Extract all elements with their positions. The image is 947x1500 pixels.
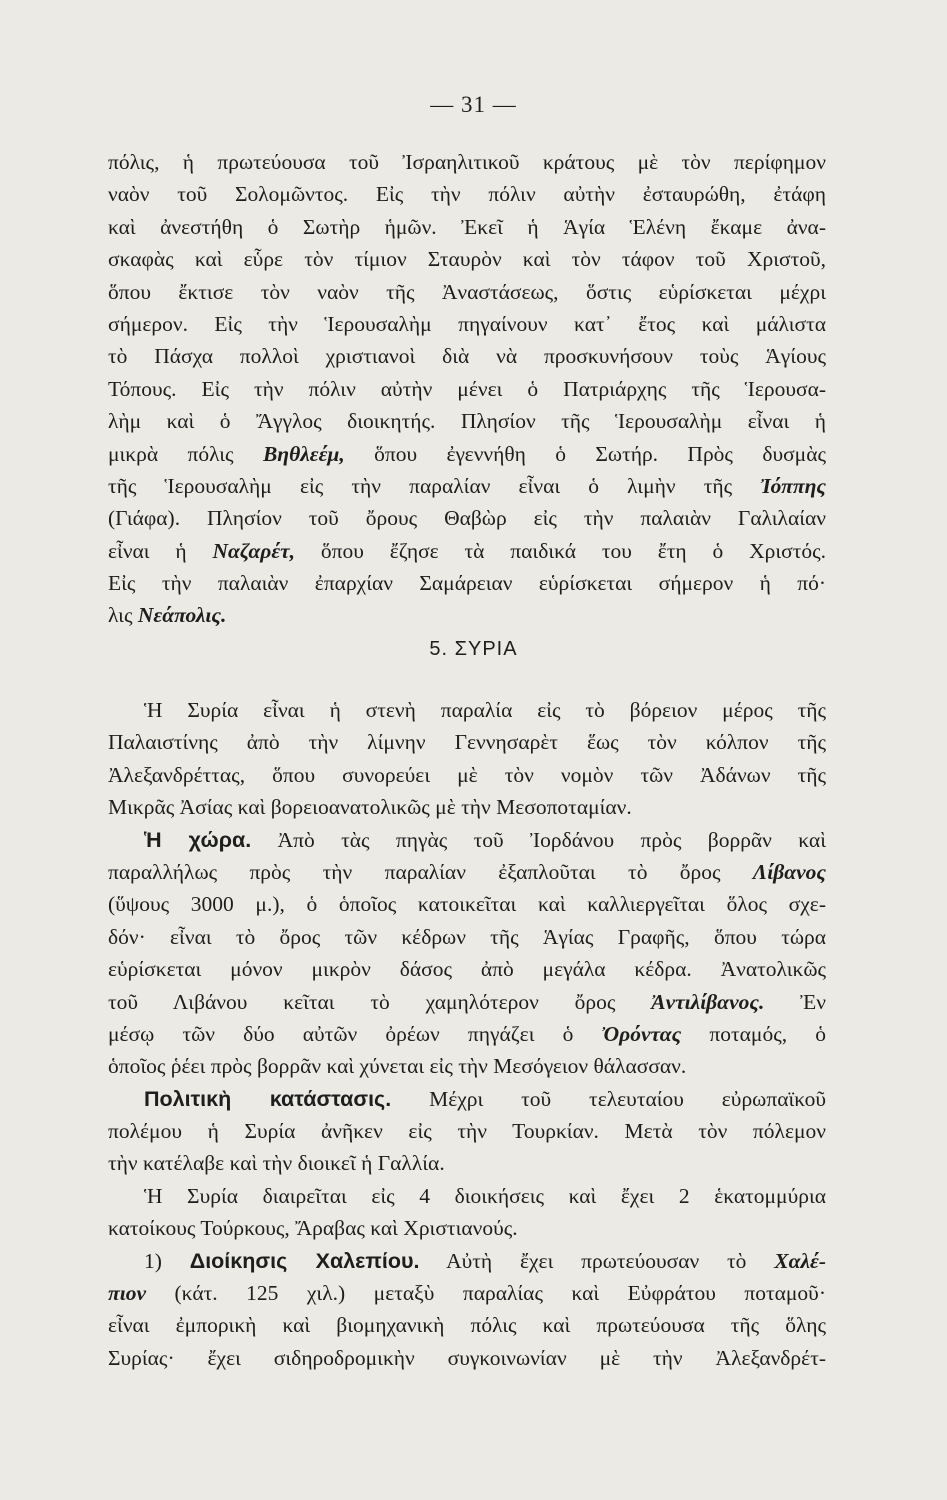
- place-name-aleppo-cont: πιον: [108, 1281, 147, 1306]
- text-line: Τόπους. Εἰς τὴν πόλιν αὐτὴν μένει ὁ Πατριάρχης τῆς Ἱερουσα-: [108, 376, 826, 401]
- text-line: Ἀλεξανδρέττας, ὅπου συνορεύει μὲ τὸν νομὸν τῶν Ἀδάνων τῆς: [108, 762, 826, 787]
- text-line: εἶναι ἐμπορικὴ καὶ βιομηχανικὴ πόλις καὶ πρωτεύουσα τῆς ὅλης: [108, 1313, 826, 1338]
- text-line: σκαφὰς καὶ εὗρε τὸν τίμιον Σταυρὸν καὶ τὸν τάφον τοῦ Χριστοῦ,: [108, 247, 826, 272]
- text-line: Συρίας· ἔχει σιδηροδρομικὴν συγκοινωνίαν μὲ τὴν Ἀλεξανδρέτ-: [108, 1345, 826, 1370]
- text-line: 1) Διοίκησις Χαλεπίου. Αὐτὴ ἔχει πρωτεύουσαν τὸ Χαλέ-: [144, 1248, 826, 1273]
- text-line: Ἡ χώρα. Ἀπὸ τὰς πηγὰς τοῦ Ἰορδάνου πρὸς βορρᾶν καὶ: [144, 827, 826, 852]
- text-line: πιον (κάτ. 125 χιλ.) μεταξὺ παραλίας καὶ Εὐφράτου ποταμοῦ·: [108, 1281, 826, 1306]
- text-line: πόλις, ἡ πρωτεύουσα τοῦ Ἰσραηλιτικοῦ κράτους μὲ τὸν περίφημον: [108, 150, 826, 174]
- text-line: Παλαιστίνης ἀπὸ τὴν λίμνην Γεννησαρὲτ ἕως τὸν κόλπον τῆς: [108, 730, 826, 755]
- text-line: μικρὰ πόλις Βηθλεέμ, ὅπου ἐγεννήθη ὁ Σωτήρ. Πρὸς δυσμὰς: [108, 441, 826, 466]
- place-name-aleppo: Χαλέ-: [774, 1248, 826, 1273]
- section-heading: 5. ΣΥΡΙΑ: [429, 638, 518, 660]
- text-line: λις Νεάπολις.: [108, 603, 227, 628]
- text-line: τὸ Πάσχα πολλοὶ χριστιανοὶ διὰ νὰ προσκυνήσουν τοὺς Ἁγίους: [108, 344, 826, 369]
- text-line: Μικρᾶς Ἀσίας καὶ βορειοανατολικῶς μὲ τὴν Μεσοποταμίαν.: [108, 795, 632, 820]
- text-line: Ἡ Συρία διαιρεῖται εἰς 4 διοικήσεις καὶ ἔχει 2 ἑκατομμύρια: [144, 1183, 826, 1208]
- text-line: (ὕψους 3000 μ.), ὁ ὁποῖος κατοικεῖται καὶ καλλιεργεῖται ὅλος σχε-: [108, 892, 826, 917]
- place-name-bethlehem: Βηθλεέμ,: [262, 441, 345, 466]
- subheading-country: Ἡ χώρα.: [144, 827, 252, 852]
- text-line: ὅπου ἔκτισε τὸν ναὸν τῆς Ἀναστάσεως, ὅστις εὑρίσκεται μέχρι: [108, 279, 826, 304]
- text-line: Εἰς τὴν παλαιὰν ἐπαρχίαν Σαμάρειαν εὑρίσκεται σήμερον ἡ πό·: [108, 571, 826, 596]
- place-name-nazareth: Ναζαρέτ,: [212, 538, 296, 563]
- text-line: ναὸν τοῦ Σολομῶντος. Εἰς τὴν πόλιν αὐτὴν ἐσταυρώθη, ἐτάφη: [108, 182, 826, 207]
- paragraph-palestine: [108, 146, 826, 632]
- text-line: καὶ ἀνεστήθη ὁ Σωτὴρ ἡμῶν. Ἐκεῖ ἡ Ἁγία Ἑλένη ἔκαμε ἀνα-: [108, 214, 826, 239]
- place-name-lebanon: Λίβανος: [752, 859, 826, 884]
- place-name-neapolis: Νεάπολις.: [137, 603, 227, 628]
- subheading-political-situation: Πολιτικὴ κατάστασις.: [144, 1086, 392, 1111]
- text-line: δόν· εἶναι τὸ ὄρος τῶν κέδρων τῆς Ἁγίας Γραφῆς, ὅπου τώρα: [108, 924, 826, 949]
- text-line: Ἡ Συρία εἶναι ἡ στενὴ παραλία εἰς τὸ βόρειον μέρος τῆς: [144, 698, 826, 722]
- subheading-aleppo-district: Διοίκησις Χαλεπίου.: [189, 1248, 420, 1273]
- text-line: τοῦ Λιβάνου κεῖται τὸ χαμηλότερον ὄρος Ἀντιλίβανος. Ἐν: [108, 989, 826, 1014]
- paragraph-syria: [108, 694, 826, 1374]
- text-line: Πολιτικὴ κατάστασις. Μέχρι τοῦ τελευταίου εὐρωπαϊκοῦ: [144, 1086, 826, 1111]
- text-line: εὑρίσκεται μόνον μικρὸν δάσος ἀπὸ μεγάλα κέδρα. Ἀνατολικῶς: [108, 957, 826, 982]
- text-line: εἶναι ἡ Ναζαρέτ, ὅπου ἔζησε τὰ παιδικά του ἔτη ὁ Χριστός.: [108, 538, 826, 563]
- text-line: παραλλήλως πρὸς τὴν παραλίαν ἐξαπλοῦται τὸ ὄρος Λίβανος: [108, 859, 826, 884]
- text-line: ὁποῖος ῥέει πρὸς βορρᾶν καὶ χύνεται εἰς τὴν Μεσόγειον θάλασσαν.: [108, 1054, 687, 1079]
- text-line: πολέμου ἡ Συρία ἀνῆκεν εἰς τὴν Τουρκίαν. Μετὰ τὸν πόλεμον: [108, 1119, 826, 1144]
- page-number: — 31 —: [430, 92, 517, 117]
- text-line: σήμερον. Εἰς τὴν Ἱερουσαλὴμ πηγαίνουν κατ᾽ ἔτος καὶ μάλιστα: [108, 311, 826, 336]
- text-line: μέσῳ τῶν δύο αὐτῶν ὀρέων πηγάζει ὁ Ὀρόντας ποταμός, ὁ: [108, 1021, 826, 1046]
- place-name-antilebanon: Ἀντιλίβανος.: [651, 989, 765, 1014]
- text-line: κατοίκους Τούρκους, Ἄραβας καὶ Χριστιανούς.: [108, 1216, 518, 1241]
- place-name-orontes: Ὀρόντας: [601, 1021, 682, 1046]
- text-line: (Γιάφα). Πλησίον τοῦ ὄρους Θαβὼρ εἰς τὴν παλαιὰν Γαλιλαίαν: [108, 506, 826, 531]
- place-name-joppa: Ἰόππης: [760, 473, 826, 498]
- text-line: λὴμ καὶ ὁ Ἄγγλος διοικητής. Πλησίον τῆς Ἱερουσαλὴμ εἶναι ἡ: [108, 409, 826, 434]
- text-line: τῆς Ἱερουσαλὴμ εἰς τὴν παραλίαν εἶναι ὁ λιμὴν τῆς Ἰόππης: [108, 473, 826, 498]
- text-line: τὴν κατέλαβε καὶ τὴν διοικεῖ ἡ Γαλλία.: [108, 1151, 445, 1176]
